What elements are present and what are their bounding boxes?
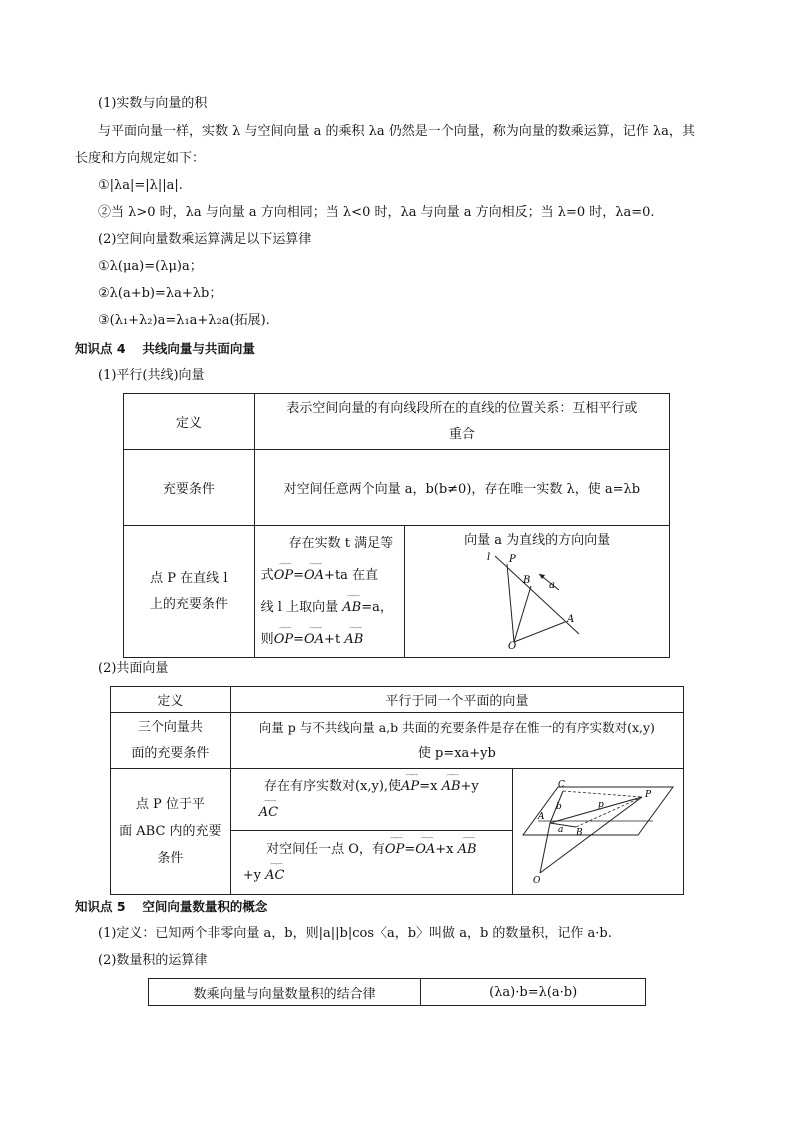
condition-text: 向量 p 与不共线向量 a,b 共面的充要条件是存在惟一的有序实数对(x,y) — [258, 719, 655, 735]
vector-ab: ⌒⌒ AB — [458, 837, 477, 863]
formula-cell — [254, 526, 405, 658]
law-name: 数乘向量与向量数量积的结合律 — [193, 986, 376, 1002]
point-condition-label: 上的充要条件 — [149, 596, 228, 612]
segment-oa — [540, 823, 550, 873]
table-value-cell — [254, 450, 669, 526]
condition-label: 面的充要条件 — [131, 745, 210, 761]
formula-line: 则⌒⌒ OP=⌒⌒ OA+t ⌒⌒ AB — [261, 624, 405, 656]
definition-text: 平行于同一个平面的向量 — [385, 694, 529, 709]
condition-label: 充要条件 — [162, 482, 215, 497]
table-value-cell — [230, 713, 683, 769]
section-heading: 知识点 4 共线向量与共面向量 — [75, 341, 255, 356]
label-o: O — [533, 875, 541, 886]
coplanar-table — [110, 686, 684, 895]
segment-ob — [514, 586, 531, 642]
figure-caption: 向量 a 为直线的方向向量 — [464, 533, 611, 548]
point-condition-label: 面 ABC 内的充要 — [119, 824, 222, 839]
paragraph-line: 与平面向量一样，实数 λ 与空间向量 a 的乘积 λa 仍然是一个向量，称为向量的数乘运算，记作 λa，其 — [98, 124, 695, 139]
table-label-cell — [111, 687, 231, 713]
formula-line: 存在有序实数对(x,y),使⌒⌒ AP=x ⌒⌒ AB+y — [231, 774, 512, 800]
figure-cell — [405, 526, 670, 658]
segment-oa — [514, 622, 565, 642]
collinear-table — [123, 393, 670, 658]
formula-line: 存在实数 t 满足等 — [288, 536, 394, 551]
dash-bp — [576, 797, 642, 827]
vector-ac: ⌒⌒ AC — [259, 800, 278, 826]
vector-ab: ⌒⌒ AB — [442, 774, 461, 800]
law-item: ②λ(a+b)=λa+λb； — [98, 286, 223, 301]
formula-line: +y ⌒⌒ AC — [231, 863, 512, 889]
vector-p — [550, 797, 642, 823]
dot-product-law-table — [148, 978, 646, 1006]
label-p-vec: p — [598, 799, 604, 810]
label-o: O — [508, 641, 517, 650]
label-b-vec: b — [556, 801, 562, 812]
table-label-cell — [111, 713, 231, 769]
table-label-cell — [124, 526, 255, 658]
rule-item: ①|λa|=|λ||a|. — [98, 178, 183, 193]
law-item: ③(λ₁+λ₂)a=λ₁a+λ₂a(拓展). — [98, 313, 270, 328]
line-direction-figure — [477, 550, 597, 650]
point-condition-label: 条件 — [157, 851, 184, 866]
definition-label: 定义 — [157, 694, 184, 709]
label-a: A — [538, 811, 545, 822]
condition-text: 使 p=xa+yb — [417, 745, 496, 761]
figure-cell — [513, 769, 684, 895]
point-condition-label: 点 P 位于平 — [135, 797, 205, 812]
law-item: ①λ(μa)=(λμ)a； — [98, 259, 203, 274]
vector-oa: ⌒⌒ OA — [304, 560, 324, 592]
vector-ap: ⌒⌒ AP — [401, 774, 419, 800]
subsection-title: (2)数量积的运算律 — [98, 953, 208, 968]
vector-ab: ⌒⌒ AB — [344, 624, 363, 656]
label-b: B — [576, 827, 583, 838]
vector-op: ⌒⌒ OP — [274, 624, 293, 656]
formula-line: 对空间任一点 O，有⌒⌒ OP=⌒⌒ OA+x ⌒⌒ AB — [231, 837, 512, 863]
subsection-title: (1)实数与向量的积 — [98, 96, 208, 111]
label-p: P — [509, 554, 516, 565]
formula-line: 线 l 上取向量 ⌒⌒ AB=a， — [261, 592, 405, 624]
paragraph-line: 长度和方向规定如下： — [75, 151, 206, 166]
definition-line: (1)定义：已知两个非零向量 a，b，则|a||b|cos〈a，b〉叫做 a，b 的数量积，记作 a·b. — [98, 926, 612, 941]
subsection-title: (2)共面向量 — [98, 661, 169, 676]
label-c: C — [558, 779, 565, 790]
label-l: l — [487, 552, 491, 563]
definition-text: 表示空间向量的有向线段所在的直线的位置关系：互相平行或 — [286, 400, 638, 416]
definition-label: 定义 — [175, 416, 202, 431]
vector-ac: ⌒⌒ AC — [265, 863, 284, 889]
table-value-cell — [254, 394, 669, 450]
formula-line — [231, 800, 512, 826]
table-label-cell — [124, 450, 255, 526]
condition-label: 三个向量共 — [137, 719, 203, 735]
formula-cell — [230, 769, 512, 831]
vector-ab: ⌒⌒ AB — [342, 592, 361, 624]
rule-item: ②当 λ>0 时，λa 与向量 a 方向相同；当 λ<0 时，λa 与向量 a 方向相反；当 λ=0 时，λa=0. — [98, 205, 655, 220]
segment-op — [507, 564, 514, 642]
vector-oa: ⌒⌒ OA — [415, 837, 435, 863]
table-label-cell — [124, 394, 255, 450]
law-formula-cell — [421, 979, 646, 1006]
section-heading: 知识点 5 空间向量数量积的概念 — [75, 899, 268, 914]
definition-text: 重合 — [448, 426, 475, 442]
vector-oa: ⌒⌒ OA — [304, 624, 324, 656]
formula-line: 式⌒⌒ OP=⌒⌒ OA+ta 在直 — [261, 560, 405, 592]
point-condition-label: 点 P 在直线 l — [150, 570, 228, 586]
label-a: A — [567, 614, 575, 625]
condition-text: 对空间任意两个向量 a，b(b≠0)，存在唯一实数 λ，使 a=λb — [283, 482, 641, 497]
coplanar-figure — [518, 777, 678, 887]
subsection-title: (2)空间向量数乘运算满足以下运算律 — [98, 232, 312, 247]
label-a-vec: a — [549, 580, 556, 591]
law-formula: (λa)·b=λ(a·b) — [489, 984, 578, 1000]
label-b: B — [523, 575, 531, 586]
vector-op: ⌒⌒ OP — [274, 560, 293, 592]
table-label-cell — [111, 769, 231, 895]
formula-cell — [230, 831, 512, 895]
table-value-cell — [230, 687, 683, 713]
dash-cp — [563, 791, 642, 797]
vector-op: ⌒⌒ OP — [385, 837, 404, 863]
law-name-cell — [149, 979, 421, 1006]
subsection-title: (1)平行(共线)向量 — [98, 368, 205, 383]
label-a-vec: a — [558, 824, 564, 835]
label-p: P — [645, 789, 652, 800]
